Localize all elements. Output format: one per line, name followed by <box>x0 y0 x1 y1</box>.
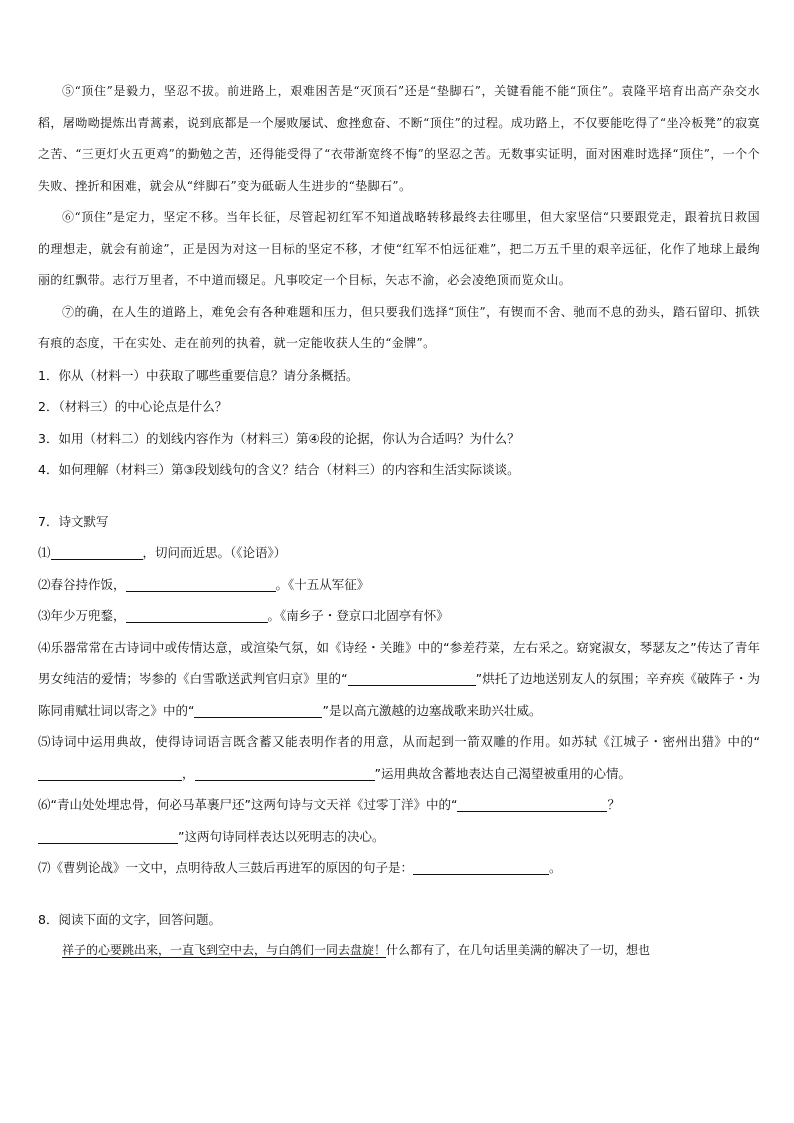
answer-blank[interactable] <box>195 766 375 781</box>
document-page <box>38 76 760 967</box>
recite-item-1-prefix: ⑴ <box>38 545 51 560</box>
recite-item-7-end: 。 <box>549 860 562 875</box>
recite-item-6-text-b: ？ <box>607 797 620 812</box>
recite-item-2 <box>38 569 760 601</box>
recite-item-4-text-c: ”是以高亢激越的边塞战歌来助兴壮威。 <box>322 702 542 718</box>
recite-item-4-text-a: ⑷乐器常常在古诗词中或传情达意，或渲染气氛，如《诗经・关雎》中的“参差荇菜，左右采之。窈窕淑女，琴瑟友之”传达了青年男女纯洁的爱情；岑参的《白雪歌送武判官归京》里的“ <box>38 639 760 686</box>
q8-passage <box>38 935 760 967</box>
question-1: 1．你从（材料一）中获取了哪些重要信息？请分条概括。 <box>38 367 359 383</box>
recite-item-1 <box>38 537 760 569</box>
section-8-title: 8．阅读下面的文字，回答问题。 <box>38 911 221 927</box>
recite-item-1-text: ，切问而近思。（《论语》） <box>142 545 287 560</box>
recite-item-7 <box>38 852 760 884</box>
recite-item-3 <box>38 600 760 632</box>
recite-item-4-text-b: ”烘托了边地送别友人的氛围；辛弃疾《破阵子・为陈同甫赋壮词以寄之》中的“ <box>38 671 760 718</box>
recite-item-6 <box>38 789 760 852</box>
material3-paragraph-5: ⑤“顶住”是毅力，坚忍不拔。前进路上，艰难困苦是“灭顶石”还是“垫脚石”，关键看能不能“顶住”。袁隆平培育出高产杂交水稻，屠呦呦提炼出青蒿素，说到底都是一个屡败屡试、愈挫愈奋、不断“顶住”的过程。成功路上，不仅要能吃得了“坐冷板凳”的寂寞之苦、“三更灯火五更鸡”的勤勉之苦，还得能受得了“衣带渐宽终不悔”的坚忍之苦。无数事实证明，面对困难时选择“顶住”，一个个失败、挫折和困难，就会从“绊脚石”变为砥砺人生进步的“垫脚石”。 <box>38 84 760 193</box>
answer-blank[interactable] <box>38 766 182 781</box>
answer-blank[interactable] <box>194 703 322 718</box>
recite-item-5-text-a: ⑸诗词中运用典故，使得诗词语言既含蓄又能表明作者的用意，从而起到一箭双雕的作用。如苏轼《江城子・密州出猎》中的“ <box>38 734 760 749</box>
q8-passage-rest: 什么都有了，在几句话里美满的解决了一切，想也 <box>386 943 651 957</box>
material3-paragraph-6: ⑥“顶住”是定力，坚定不移。当年长征，尽管起初红军不知道战略转移最终去往哪里，但大家坚信“只要跟党走，跟着抗日救国的理想走，就会有前途”，正是因为对这一目标的坚定不移，才使“红军不怕远征难”，把二万五千里的艰辛远征，化作了地球上最绚丽的红飘带。志行万里者，不中道而辍足。凡事咬定一个目标，矢志不渝，必会凌绝顶而览众山。 <box>38 210 760 287</box>
section-gap <box>38 486 760 506</box>
recite-item-5 <box>38 726 760 789</box>
section-gap <box>38 884 760 904</box>
question-3: 3．如用（材料二）的划线内容作为（材料三）第④段的论据，你认为合适吗？为什么？ <box>38 430 520 446</box>
recite-item-6-text-a: ⑹“青山处处埋忠骨，何必马革裹尸还”这两句诗与文天祥《过零丁洋》中的“ <box>38 797 458 812</box>
answer-blank[interactable] <box>413 860 549 875</box>
recite-item-3-source: 。《南乡子・登京口北固亭有怀》 <box>267 608 449 623</box>
question-4: 4．如何理解（材料三）第③段划线句的含义？结合（材料三）的内容和生活实际谈谈。 <box>38 462 520 477</box>
answer-blank[interactable] <box>126 608 268 623</box>
answer-blank[interactable] <box>38 829 178 844</box>
recite-item-7-text: ⑺《曹刿论战》一文中，点明待敌人三鼓后再进军的原因的句子是： <box>38 860 414 875</box>
answer-blank[interactable] <box>126 577 276 592</box>
recite-item-5-text-b: ， <box>182 765 195 781</box>
recite-item-5-text-c: ”运用典故含蓄地表达自己渴望被重用的心情。 <box>374 765 631 781</box>
recite-item-2-text: ⑵春谷持作饭， <box>38 576 126 592</box>
recite-item-3-text: ⑶年少万兜鍪， <box>38 608 126 623</box>
recite-item-2-source: 。《十五从军征》 <box>275 576 370 592</box>
q8-underlined-sentence: 祥子的心要跳出来，一直飞到空中去，与白鸽们一同去盘旋！ <box>62 943 387 957</box>
answer-blank[interactable] <box>348 671 476 686</box>
section-7-title: 7．诗文默写 <box>38 513 109 529</box>
answer-blank[interactable] <box>457 797 607 812</box>
recite-item-6-text-c: ”这两句诗同样表达以死明志的决心。 <box>178 828 385 844</box>
answer-blank[interactable] <box>51 545 143 560</box>
question-2: 2．（材料三）的中心论点是什么？ <box>38 399 228 414</box>
material3-paragraph-7: ⑦的确，在人生的道路上，难免会有各种难题和压力，但只要我们选择“顶住”，有锲而不舍、驰而不息的劲头，踏石留印、抓铁有痕的态度，干在实处、走在前列的执着，就一定能收获人生的“金牌”。 <box>38 304 760 350</box>
recite-item-4 <box>38 632 760 727</box>
